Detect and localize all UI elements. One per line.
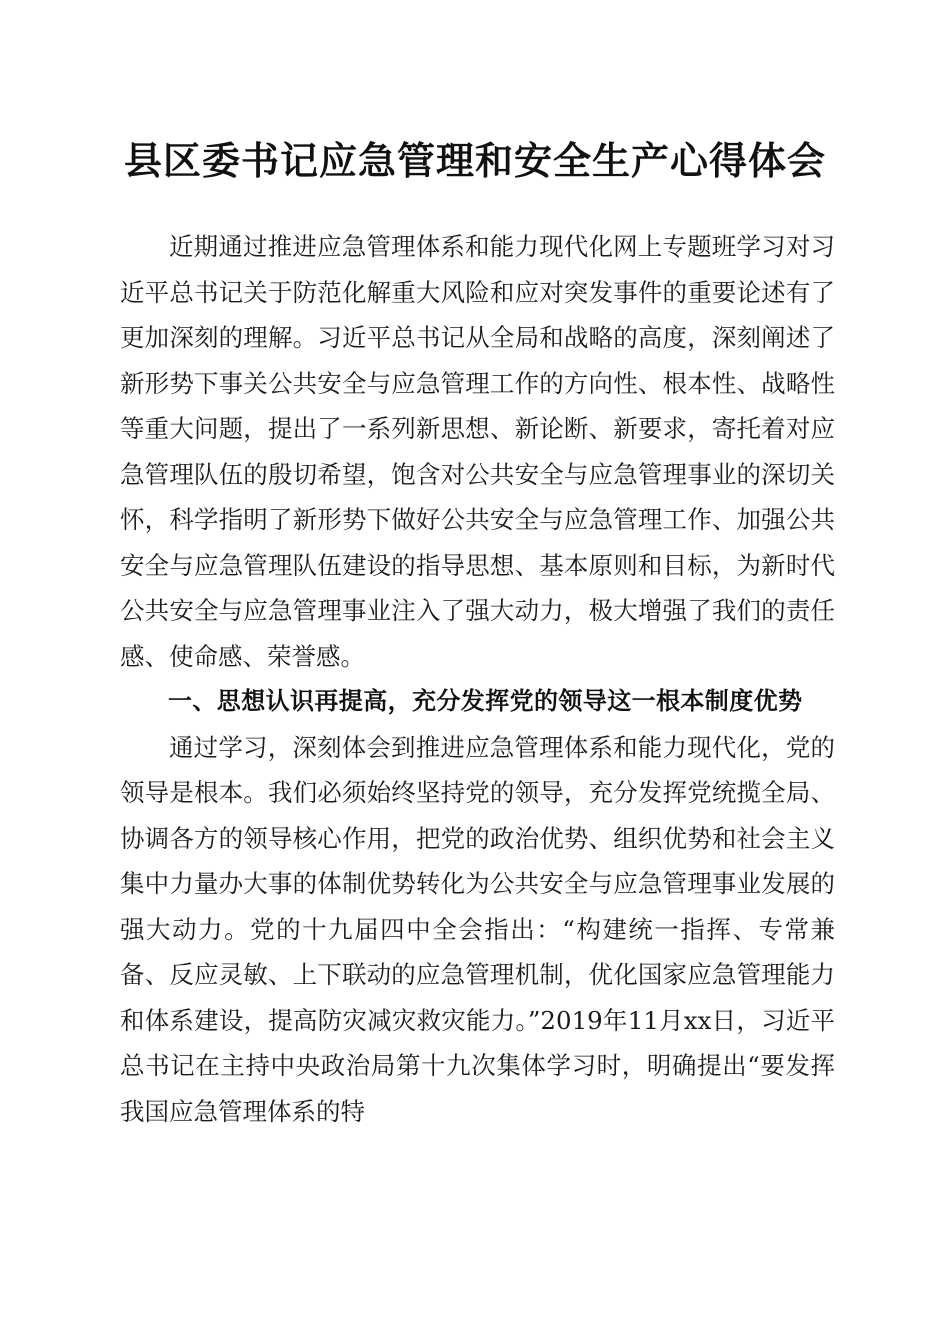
document-body [120, 224, 835, 1134]
paragraph-intro: 近期通过推进应急管理体系和能力现代化网上专题班学习对习近平总书记关于防范化解重大风险和应对突发事件的重要论述有了更加深刻的理解。习近平总书记从全局和战略的高度，深刻阐述了新形势下事关公共安全与应急管理工作的方向性、根本性、战略性等重大问题，提出了一系列新思想、新论断、新要求，寄托着对应急管理队伍的殷切希望，饱含对公共安全与应急管理事业的深切关怀，科学指明了新形势下做好公共安全与应急管理工作、加强公共安全与应急管理队伍建设的指导思想、基本原则和目标，为新时代公共安全与应急管理事业注入了强大动力，极大增强了我们的责任感、使命感、荣誉感。 [120, 232, 835, 671]
paragraph-section-1: 通过学习，深刻体会到推进应急管理体系和能力现代化，党的领导是根本。我们必须始终坚持党的领导，充分发挥党统揽全局、协调各方的领导核心作用，把党的政治优势、组织优势和社会主义集中力量办大事的体制优势转化为公共安全与应急管理事业发展的强大动力。党的十九届四中全会指出：“构建统一指挥、专常兼备、反应灵敏、上下联动的应急管理机制，优化国家应急管理能力和体系建设，提高防灾减灾救灾能力。”2019年11月xx日，习近平总书记在主持中央政治局第十九次集体学习时，明确提出“要发挥我国应急管理体系的特 [120, 732, 835, 1126]
section-heading-1: 一、思想认识再提高，充分发挥党的领导这一根本制度优势 [168, 687, 803, 715]
document-title: 县区委书记应急管理和安全生产心得体会 [123, 138, 826, 183]
